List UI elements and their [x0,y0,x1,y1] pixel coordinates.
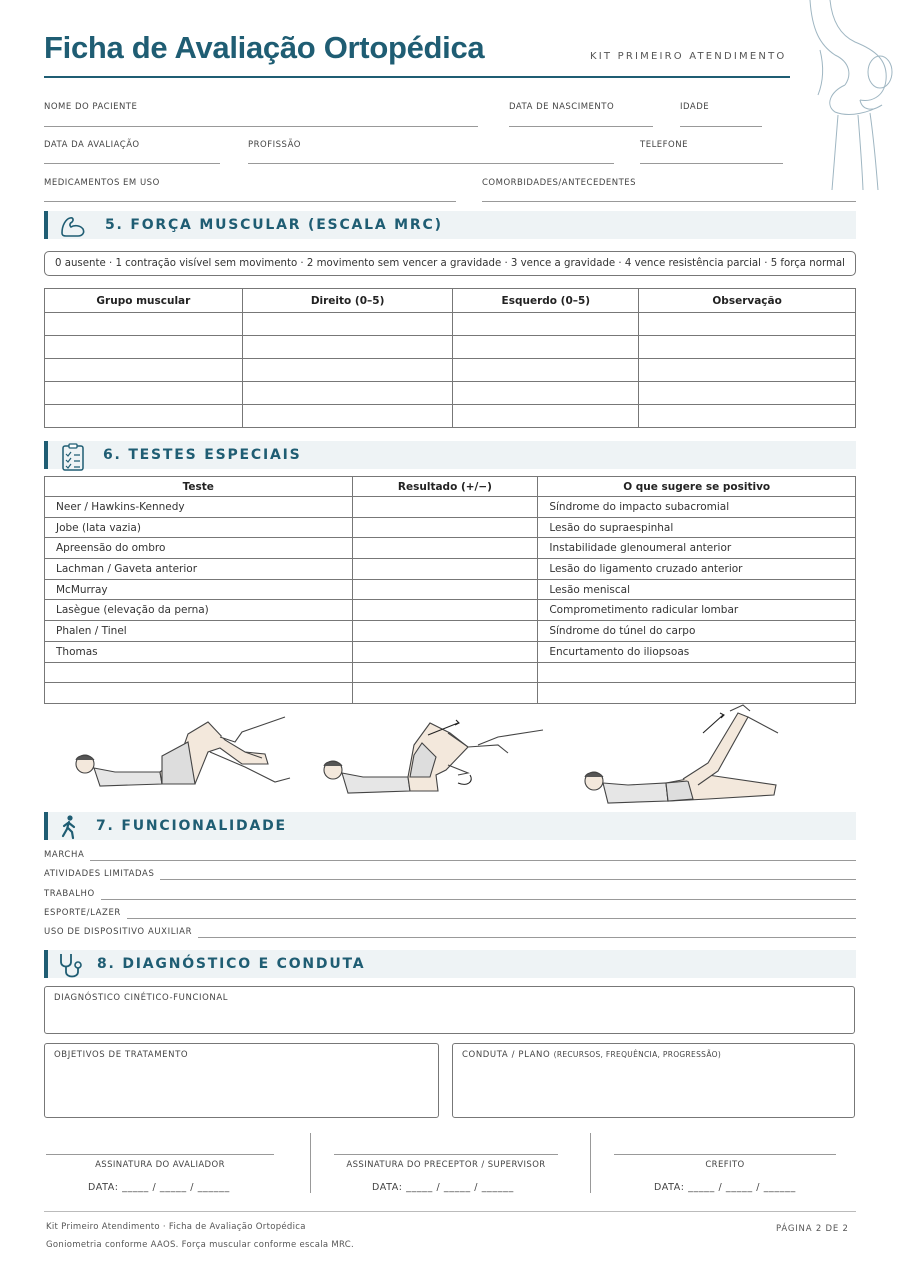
col-header-grupo: Grupo muscular [45,289,243,313]
signature-line-crefito[interactable] [614,1154,836,1155]
cell-result[interactable] [352,621,538,642]
cell-test [45,662,353,683]
cell-result[interactable] [352,600,538,621]
objetivos-label: OBJETIVOS DE TRATAMENTO [54,1050,189,1060]
signature-line-avaliador[interactable] [46,1154,274,1155]
col-header-resultado: Resultado (+/−) [352,477,538,497]
field-line-telefone[interactable] [640,163,783,164]
table-row [45,336,856,359]
table-cell[interactable] [242,336,453,359]
cell-test: Lachman / Gaveta anterior [45,559,353,580]
cell-result[interactable] [352,641,538,662]
knee-illustration [790,0,900,190]
diagnostico-label: DIAGNÓSTICO CINÉTICO-FUNCIONAL [54,993,229,1003]
cell-test: Jobe (lata vazia) [45,517,353,538]
page-number: PÁGINA 2 DE 2 [776,1224,849,1234]
func-line[interactable] [101,899,856,900]
signature-date-crefito[interactable]: DATA: _____ / _____ / ______ [654,1182,796,1193]
field-label-comorbidades: COMORBIDADES/ANTECEDENTES [482,178,637,188]
field-line-idade[interactable] [680,126,762,127]
signature-divider [310,1133,311,1193]
field-label-nome: NOME DO PACIENTE [44,102,138,112]
title-rule [44,76,790,78]
table-row [45,559,856,580]
table-cell[interactable] [639,313,856,336]
table-cell[interactable] [639,405,856,428]
cell-test [45,683,353,704]
section-7-header [44,812,856,840]
cell-result[interactable] [352,579,538,600]
conduta-label: CONDUTA / PLANO (RECURSOS, FREQUÊNCIA, PROGRESSÃO) [462,1050,722,1060]
table-cell[interactable] [45,313,243,336]
section-6-title: 6. TESTES ESPECIAIS [103,447,302,463]
objetivos-box[interactable] [44,1043,439,1118]
table-cell[interactable] [242,405,453,428]
signature-line-preceptor[interactable] [334,1154,558,1155]
func-label: ESPORTE/LAZER [44,908,121,918]
conduta-box[interactable] [452,1043,855,1118]
lasegue-test-illustration [578,703,783,808]
func-line[interactable] [160,879,856,880]
table-row [45,382,856,405]
mrc-legend: 0 ausente · 1 contração visível sem movimento · 2 movimento sem vencer a gravidade · 3 vence a gravidade · 4 vence resistência parcial · 5 força normal [44,251,856,276]
muscle-icon [58,213,88,239]
special-tests-table [44,476,856,704]
field-label-telefone: TELEFONE [640,140,688,150]
lachman-test-illustration [70,712,295,797]
table-cell[interactable] [45,382,243,405]
table-cell[interactable] [453,336,639,359]
footer-line-2: Goniometria conforme AAOS. Força muscular conforme escala MRC. [46,1240,355,1250]
cell-result[interactable] [352,517,538,538]
table-cell[interactable] [242,382,453,405]
field-label-medicamentos: MEDICAMENTOS EM USO [44,178,160,188]
func-label: USO DE DISPOSITIVO AUXILIAR [44,927,193,937]
field-line-nascimento[interactable] [509,126,653,127]
field-line-medicamentos[interactable] [44,201,456,202]
table-cell[interactable] [453,359,639,382]
signature-date-preceptor[interactable]: DATA: _____ / _____ / ______ [372,1182,514,1193]
field-line-comorbidades[interactable] [482,201,856,202]
table-cell[interactable] [639,382,856,405]
clipboard-icon [58,441,88,471]
col-header-esquerdo: Esquerdo (0–5) [453,289,639,313]
table-row [45,359,856,382]
cell-suggests [538,662,856,683]
cell-result[interactable] [352,662,538,683]
col-header-teste: Teste [45,477,353,497]
signature-label-crefito: CREFITO [705,1160,745,1170]
muscle-strength-table [44,288,856,428]
cell-result[interactable] [352,497,538,518]
func-label: ATIVIDADES LIMITADAS [44,869,155,879]
cell-suggests: Lesão meniscal [538,579,856,600]
table-cell[interactable] [45,359,243,382]
cell-suggests: Instabilidade glenoumeral anterior [538,538,856,559]
section-8-title: 8. DIAGNÓSTICO E CONDUTA [97,956,366,972]
cell-test: McMurray [45,579,353,600]
table-row [45,662,856,683]
table-cell[interactable] [45,405,243,428]
col-header-observacao: Observação [639,289,856,313]
col-header-sugere: O que sugere se positivo [538,477,856,497]
table-row [45,497,856,518]
cell-suggests: Lesão do supraespinhal [538,517,856,538]
table-cell[interactable] [45,336,243,359]
signature-label-avaliador: ASSINATURA DO AVALIADOR [95,1160,225,1170]
table-cell[interactable] [453,313,639,336]
func-line[interactable] [127,918,856,919]
section-8-header [44,950,856,978]
cell-result[interactable] [352,538,538,559]
mcmurray-test-illustration [318,715,546,800]
field-label-data-avaliacao: DATA DA AVALIAÇÃO [44,140,140,150]
table-cell[interactable] [453,382,639,405]
func-line[interactable] [90,860,856,861]
func-line[interactable] [198,937,856,938]
field-label-profissao: PROFISSÃO [248,140,301,150]
table-row [45,621,856,642]
field-line-nome[interactable] [44,126,478,127]
kit-label: KIT PRIMEIRO ATENDIMENTO [590,51,787,62]
signature-date-avaliador[interactable]: DATA: _____ / _____ / ______ [88,1182,230,1193]
cell-suggests: Encurtamento do iliopsoas [538,641,856,662]
signature-divider [590,1133,591,1193]
table-cell[interactable] [453,405,639,428]
table-cell[interactable] [639,336,856,359]
diagnostico-box[interactable] [44,986,855,1034]
section-5-header [44,211,856,239]
cell-test: Phalen / Tinel [45,621,353,642]
table-row [45,313,856,336]
footer-line-1: Kit Primeiro Atendimento · Ficha de Avaliação Ortopédica [46,1222,306,1232]
section-6-header [44,441,856,469]
cell-result[interactable] [352,683,538,704]
table-cell[interactable] [242,359,453,382]
field-line-data-avaliacao[interactable] [44,163,220,164]
func-label: TRABALHO [44,889,95,899]
cell-suggests: Lesão do ligamento cruzado anterior [538,559,856,580]
field-label-nascimento: DATA DE NASCIMENTO [509,102,615,112]
conduta-note: (RECURSOS, FREQUÊNCIA, PROGRESSÃO) [553,1050,722,1059]
field-label-idade: IDADE [680,102,710,112]
cell-test: Apreensão do ombro [45,538,353,559]
table-row [45,405,856,428]
cell-result[interactable] [352,559,538,580]
cell-suggests: Síndrome do túnel do carpo [538,621,856,642]
table-row [45,683,856,704]
cell-test: Thomas [45,641,353,662]
table-row [45,600,856,621]
cell-suggests [538,683,856,704]
page-title: Ficha de Avaliação Ortopédica [44,30,485,65]
table-cell[interactable] [639,359,856,382]
cell-suggests: Comprometimento radicular lombar [538,600,856,621]
table-row [45,641,856,662]
cell-suggests: Síndrome do impacto subacromial [538,497,856,518]
section-5-title: 5. FORÇA MUSCULAR (ESCALA MRC) [105,217,443,233]
col-header-direito: Direito (0–5) [242,289,453,313]
field-line-profissao[interactable] [248,163,614,164]
cell-test: Lasègue (elevação da perna) [45,600,353,621]
table-cell[interactable] [242,313,453,336]
func-label: MARCHA [44,850,85,860]
footer-rule [44,1211,856,1212]
stethoscope-icon [56,950,86,980]
table-row [45,579,856,600]
section-7-title: 7. FUNCIONALIDADE [96,818,287,834]
signature-label-preceptor: ASSINATURA DO PRECEPTOR / SUPERVISOR [346,1160,546,1170]
cell-test: Neer / Hawkins-Kennedy [45,497,353,518]
walking-person-icon [56,814,86,840]
table-row [45,538,856,559]
table-row [45,517,856,538]
